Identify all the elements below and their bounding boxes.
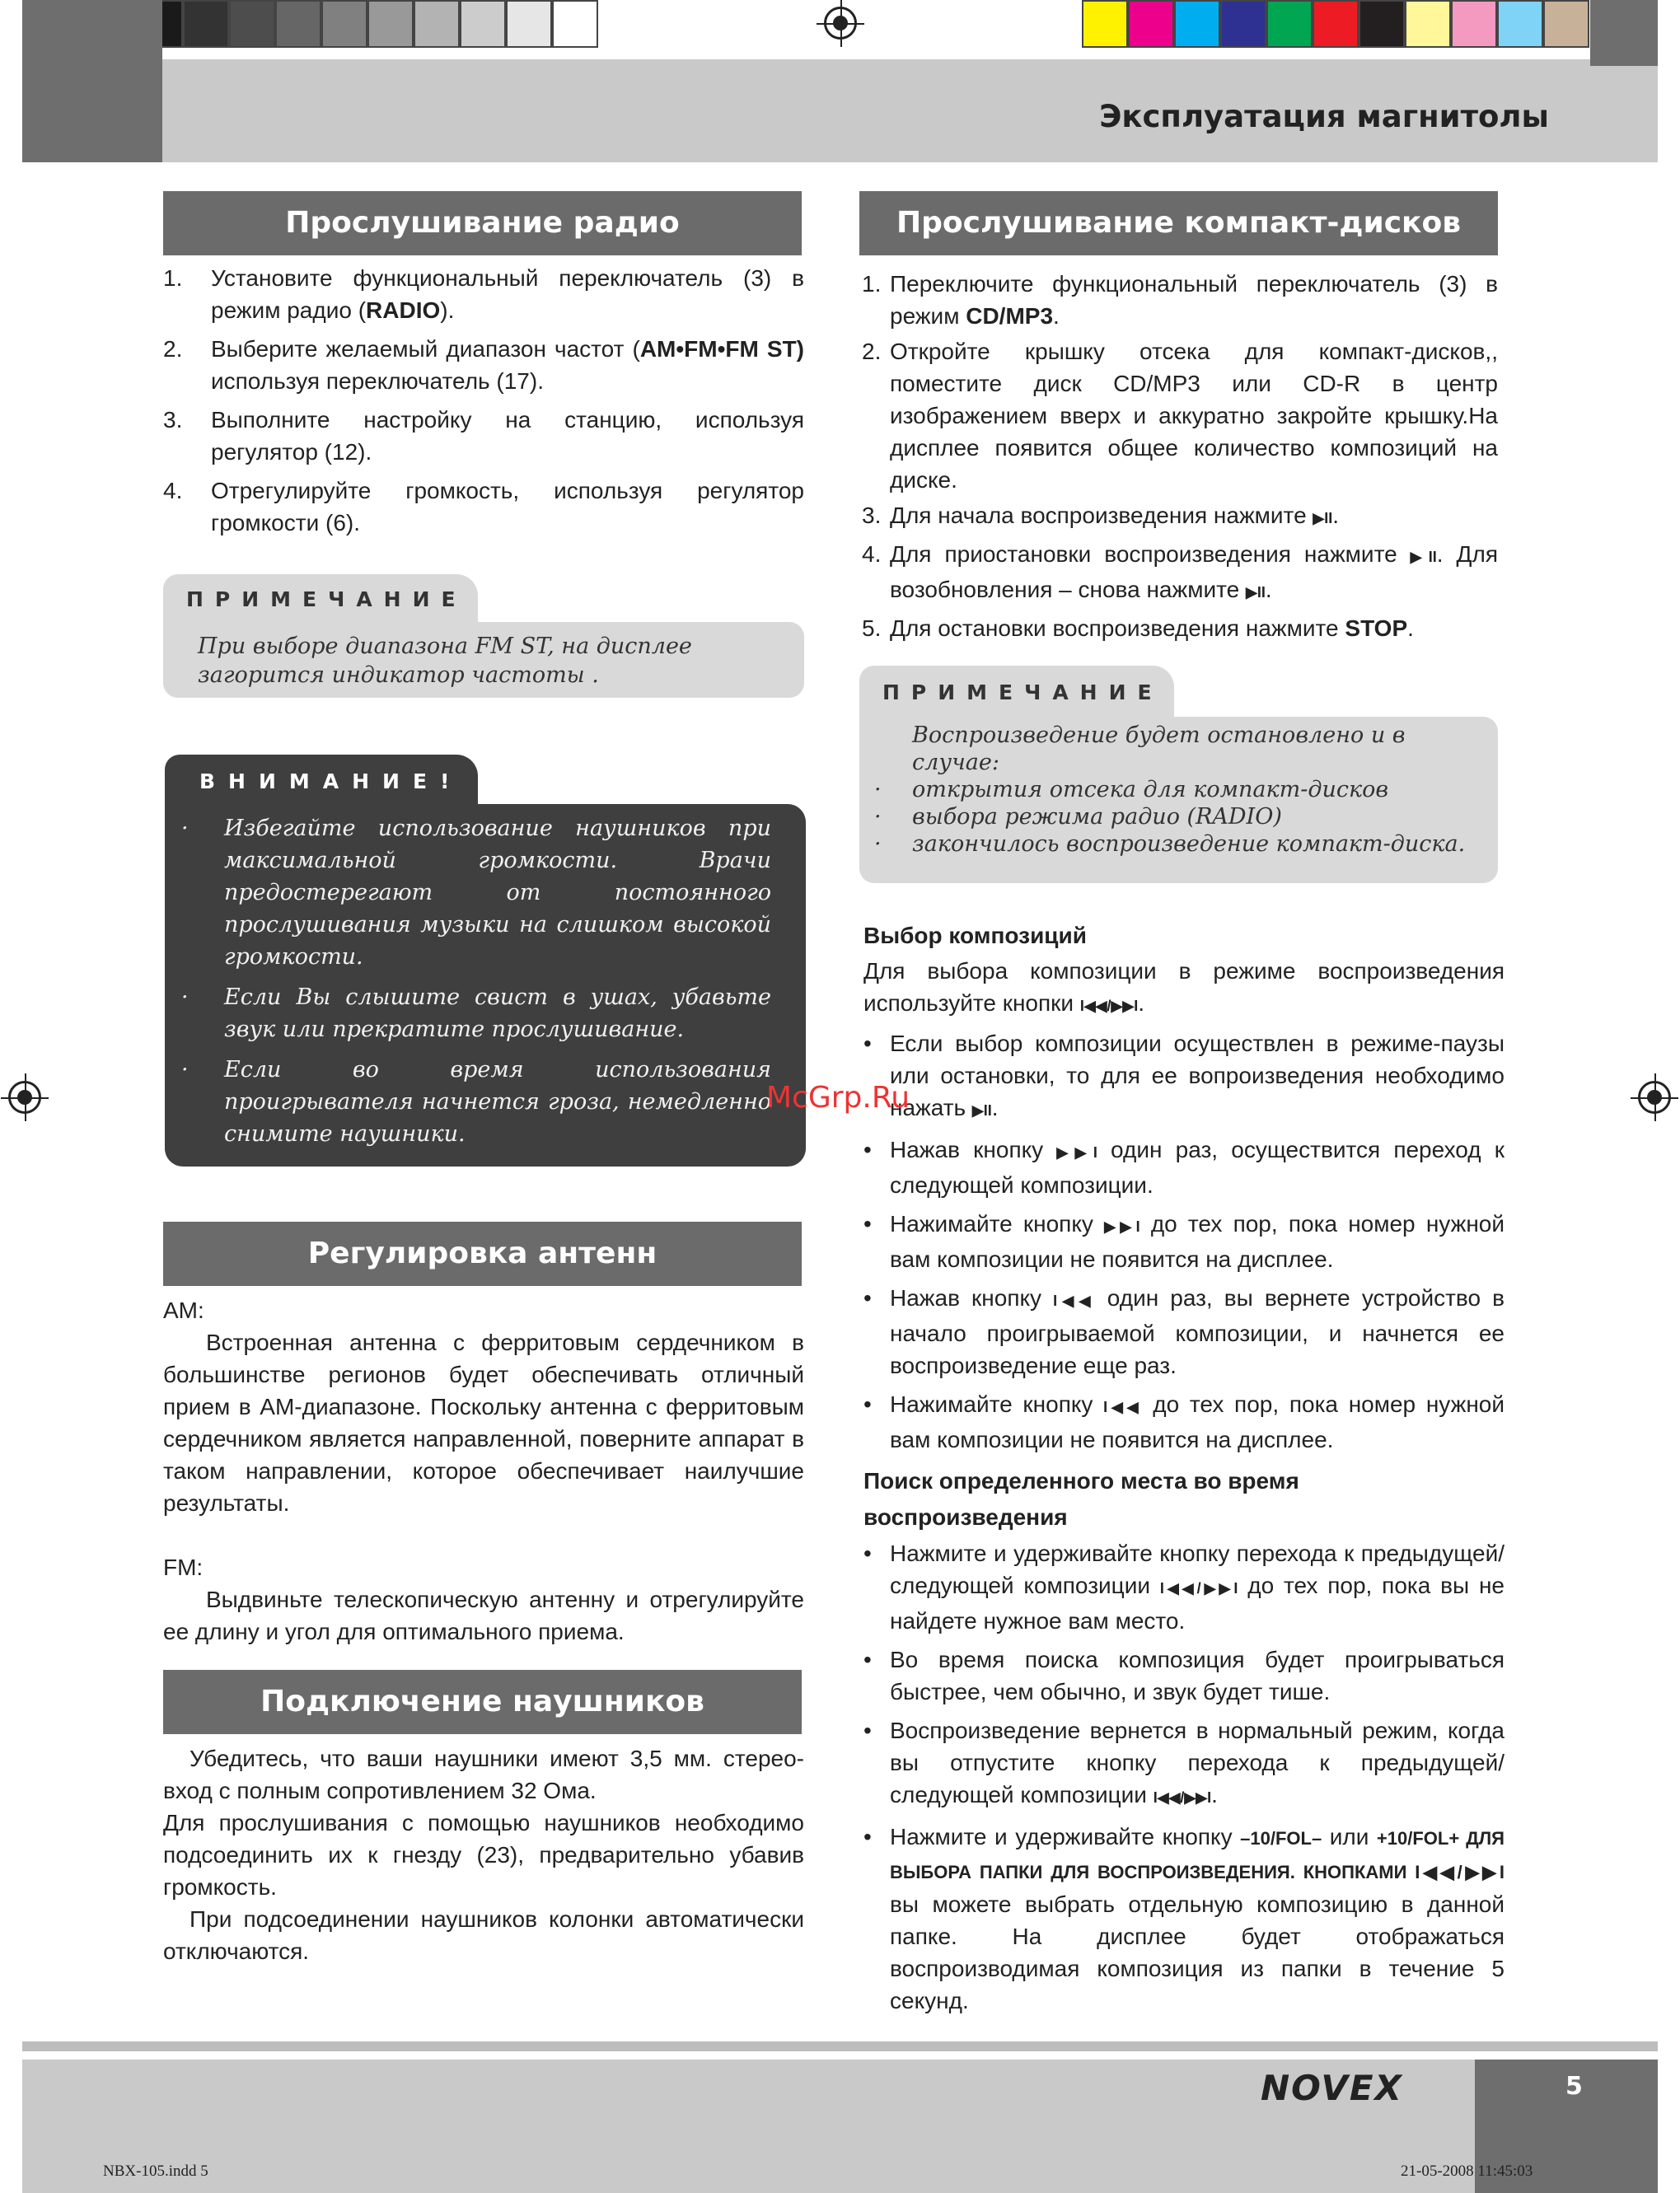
track-selection <box>863 919 1505 1462</box>
list-item: 3. Выполните настройку на станцию, используя регулятор (12). <box>163 407 804 465</box>
footer-rule <box>22 2041 1658 2051</box>
color-swatch <box>460 0 506 48</box>
section-title-cd: Прослушивание компакт-дисков <box>859 191 1498 255</box>
color-swatch <box>367 0 414 48</box>
color-swatch <box>1174 0 1220 48</box>
warning-label: ВНИМАНИЕ! <box>165 755 478 806</box>
color-swatch <box>1266 0 1313 48</box>
section-title-headphones: Подключение наушников <box>163 1670 802 1734</box>
color-swatch <box>1405 0 1451 48</box>
fm-text: Выдвиньте телескопическую антенну и отрегулируйте ее длину и угол для оптимального приема. <box>163 1587 804 1644</box>
color-swatch <box>1220 0 1266 48</box>
registration-mark-icon <box>1638 1081 1671 1114</box>
list-item: 3. Для начала воспроизведения нажмите ▶II. <box>862 503 1340 528</box>
am-text: Встроенная антенна с ферритовым сердечником в большинстве регионов будет обеспечивать отличный прием в AM-диапазоне. Поскольку антенна с ферритовым сердечником является направленной, поверните аппарат в таком направлении, которое обеспечивает наилучшие результаты. <box>163 1330 804 1516</box>
section-title-radio: Прослушивание радио <box>163 191 802 255</box>
color-swatch <box>321 0 367 48</box>
note-label: ПРИМЕЧАНИЕ <box>163 574 478 622</box>
color-swatch <box>414 0 460 48</box>
antenna-text <box>163 1294 804 1648</box>
list-item: • Нажав кнопку ▶▶I один раз, осуществится переход к следующей композиции. <box>863 1137 1505 1198</box>
note-box <box>163 622 804 698</box>
note-label: ПРИМЕЧАНИЕ <box>859 666 1174 717</box>
list-item: • Нажмите и удерживайте кнопку –10/FOL– или +10/FOL+ ДЛЯ ВЫБОРА ПАПКИ ДЛЯ ВОСПРОИЗВЕДЕНИЯ. КНОПКАМИ I◀◀/▶▶I вы можете выбрать отдельную композицию в данной папке. На дисплее будет отображаться воспроизводимая композиция из папки в течение 5 секунд. <box>863 1824 1505 2013</box>
registration-mark-icon <box>8 1081 41 1114</box>
color-swatch <box>183 0 229 48</box>
warning-item: · Если Вы слышите свист в ушах, убавьте звук или прекратите прослушивание. <box>181 984 771 1042</box>
slug-file: NBX-105.indd 5 <box>103 2163 208 2180</box>
list-item: 4. Для приостановки воспроизведения нажмите ▶II. Для возобновления – снова нажмите ▶II. <box>862 541 1498 602</box>
list-item: • Если выбор композиции осуществлен в режиме-паузы или остановки, то для ее вопроизведения необходимо нажать ▶II. <box>863 1031 1505 1120</box>
gray-calibration-strip <box>91 0 601 48</box>
track-selection-heading: Выбор композиций <box>863 923 1087 948</box>
color-calibration-strip <box>1082 0 1593 48</box>
registration-mark-icon <box>824 7 857 40</box>
page-number: 5 <box>1565 2072 1583 2101</box>
list-item: 1. Переключите функциональный переключатель (3) в режим CD/MP3. <box>862 271 1498 329</box>
headphones-text: Убедитесь, что ваши наушники имеют 3,5 мм. стерео-вход с полным сопротивлением 32 Ома. Для прослушивания с помощью наушников необходимо подсоединить их к гнезду (23), предварительно убавив громкость. При подсоединении наушников колонки автоматически отключаются. <box>163 1746 804 1964</box>
list-item: • Нажав кнопку I◀◀ один раз, вы вернете устройство в начало проигрываемой композиции, и начнется ее воспроизведение еще раз. <box>863 1285 1505 1378</box>
page-title: Эксплуатация магнитолы <box>1099 99 1549 134</box>
am-label: AM: <box>163 1298 204 1323</box>
warning-box <box>165 804 806 1167</box>
header-left-block <box>22 0 162 162</box>
color-swatch <box>1359 0 1405 48</box>
list-item: 1. Установите функциональный переключатель (3) в режим радио (RADIO). <box>163 265 804 323</box>
note-intro: Воспроизведение будет остановлено и в случае: <box>912 722 1406 775</box>
radio-steps <box>163 262 804 545</box>
color-swatch <box>1451 0 1497 48</box>
section-title-antenna: Регулировка антенн <box>163 1222 802 1286</box>
warning-item: · Избегайте использование наушников при максимальной громкости. Врачи предостерегают от постоянного прослушивания музыки на слишком высокой громкости. <box>181 816 771 970</box>
color-swatch <box>1497 0 1543 48</box>
note-box <box>859 717 1498 883</box>
note-item: · открытия отсека для компакт-дисков <box>874 777 1389 802</box>
color-swatch <box>1313 0 1359 48</box>
color-swatch <box>229 0 275 48</box>
note-item: · выбора режима радио (RADIO) <box>874 804 1282 830</box>
color-swatch <box>1543 0 1589 48</box>
color-swatch <box>1128 0 1174 48</box>
search-heading: Поиск определенного места во время <box>863 1468 1299 1494</box>
note-item: · закончилось воспроизведение компакт-диска. <box>874 831 1466 857</box>
list-item: 2. Откройте крышку отсека для компакт-дисков,, поместите диск CD/MP3 или CD-R в центр изображением вверх и аккуратно закройте крышку.На дисплее появится общее количество композиций на диске. <box>862 339 1498 493</box>
list-item: 2. Выберите желаемый диапазон частот (AM•FM•FM ST) используя переключатель (17). <box>163 336 805 394</box>
color-swatch <box>552 0 598 48</box>
warning-item: · Если во время использования проигрывателя начнется гроза, немедленно снимите наушники. <box>181 1057 771 1147</box>
slug-date: 21-05-2008 11:45:03 <box>1401 2163 1533 2180</box>
header-right-block <box>1590 0 1658 66</box>
color-swatch <box>506 0 552 48</box>
brand-logo: NOVEX <box>1261 2068 1403 2108</box>
color-swatch <box>1082 0 1128 48</box>
color-swatch <box>275 0 321 48</box>
search-heading-2: воспроизведения <box>863 1504 1068 1530</box>
list-item: 5. Для остановки воспроизведения нажмите STOP. <box>862 615 1414 641</box>
search-section <box>863 1463 1505 2023</box>
note-text: При выборе диапазона FM ST, на дисплее загорится индикатор частоты . <box>198 634 692 688</box>
list-item: • Нажимайте кнопку I◀◀ до тех пор, пока номер нужной вам композиции не появится на дисплее. <box>863 1391 1505 1452</box>
fm-label: FM: <box>163 1555 204 1580</box>
list-item: • Нажмите и удерживайте кнопку перехода к предыдущей/ следующей композиции I◀◀/▶▶I до тех пор, пока вы не найдете нужное вам место. <box>863 1541 1505 1634</box>
list-item: • Воспроизведение вернется в нормальный режим, когда вы отпустите кнопку перехода к предыдущей/ следующей композиции I◀◀/▶▶I. <box>863 1718 1505 1807</box>
list-item: • Нажимайте кнопку ▶▶I до тех пор, пока номер нужной вам композиции не появится на дисплее. <box>863 1211 1505 1272</box>
track-selection-intro: Для выбора композиции в режиме воспроизведения используйте кнопки I◀◀/▶▶I. <box>863 958 1505 1016</box>
cd-steps <box>862 268 1498 648</box>
list-item: • Во время поиска композиция будет проигрываться быстрее, чем обычно, и звук будет тише. <box>863 1647 1505 1704</box>
list-item: 4. Отрегулируйте громкость, используя регулятор громкости (6). <box>163 478 804 535</box>
watermark: McGrp.Ru <box>766 1081 910 1115</box>
